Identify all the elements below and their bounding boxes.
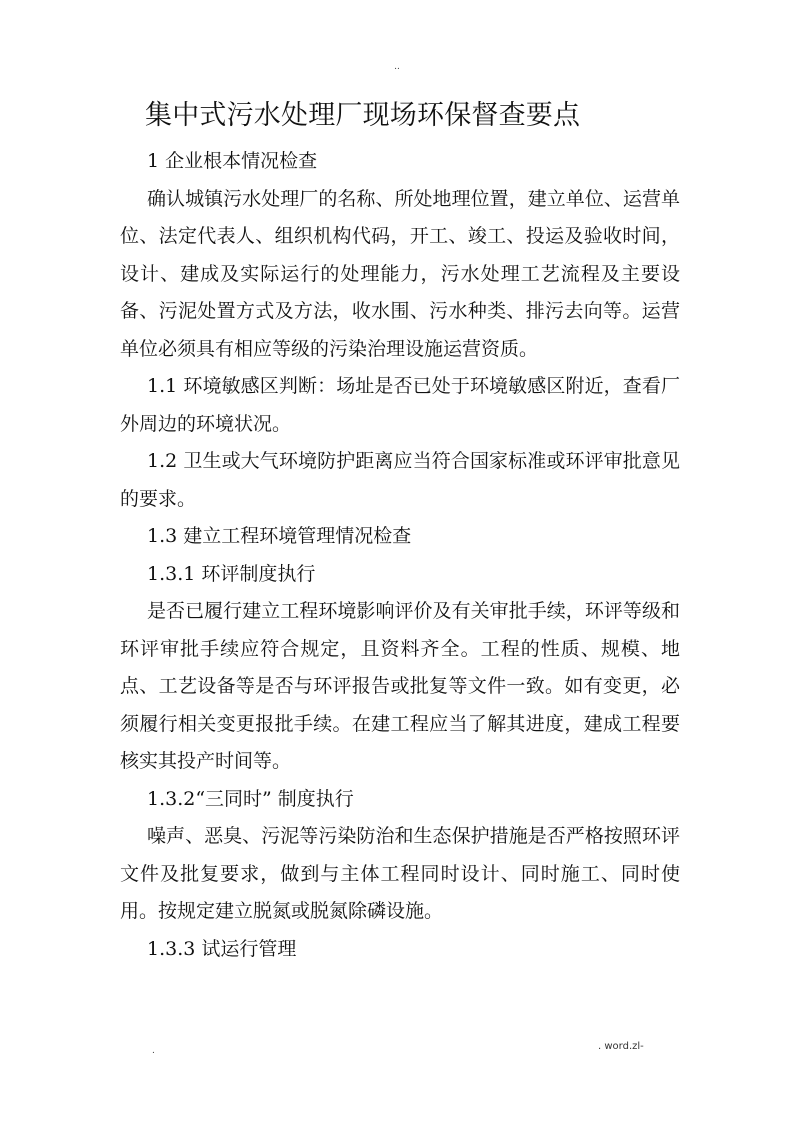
section-heading-1-3-2: 1.3.2“三同时” 制度执行: [147, 787, 354, 810]
paragraph-1-2: 1.2 卫生或大气环境防护距离应当符合国家标准或环评审批意见的要求。: [120, 450, 680, 510]
section-heading-1-3-1: 1.3.1 环评制度执行: [147, 562, 316, 585]
footer-dot: .: [152, 1046, 155, 1056]
paragraph-1-1: 1.1 环境敏感区判断：场址是否已处于环境敏感区附近，查看厂外周边的环境状况。: [120, 375, 680, 435]
paragraph-basic-info: 确认城镇污水处理厂的名称、所处地理位置，建立单位、运营单位、法定代表人、组织机构代码，开工、竣工、投运及验收时间，设计、建成及实际运行的处理能力，污水处理工艺流程及主要设备、污泥处置方式及方法，收水围、污水种类、排污去向等。运营单位必须具有相应等级的污染治理设施运营资质。: [120, 187, 680, 360]
section-heading-1-3: 1.3 建立工程环境管理情况检查: [147, 525, 412, 547]
section-heading-1-3-3: 1.3.3 试运行管理: [147, 937, 297, 960]
header-mark: ..: [394, 62, 400, 72]
document-body: [120, 143, 680, 968]
paragraph-eia: 是否已履行建立工程环境影响评价及有关审批手续，环评等级和环评审批手续应符合规定，且资料齐全。工程的性质、规模、地点、工艺设备等是否与环评报告或批复等文件一致。如有变更，必须履行相关变更报批手续。在建工程应当了解其进度，建成工程要核实其投产时间等。: [120, 600, 680, 772]
document-title: 集中式污水处理厂现场环保督查要点: [145, 100, 581, 131]
section-heading-1: 1 企业根本情况检查: [147, 150, 318, 172]
paragraph-three-simultaneous: 噪声、恶臭、污泥等污染防治和生态保护措施是否严格按照环评文件及批复要求，做到与主体工程同时设计、同时施工、同时使用。按规定建立脱氮或脱氮除磷设施。: [120, 825, 680, 922]
footer-text: . word.zl-: [598, 1041, 644, 1052]
